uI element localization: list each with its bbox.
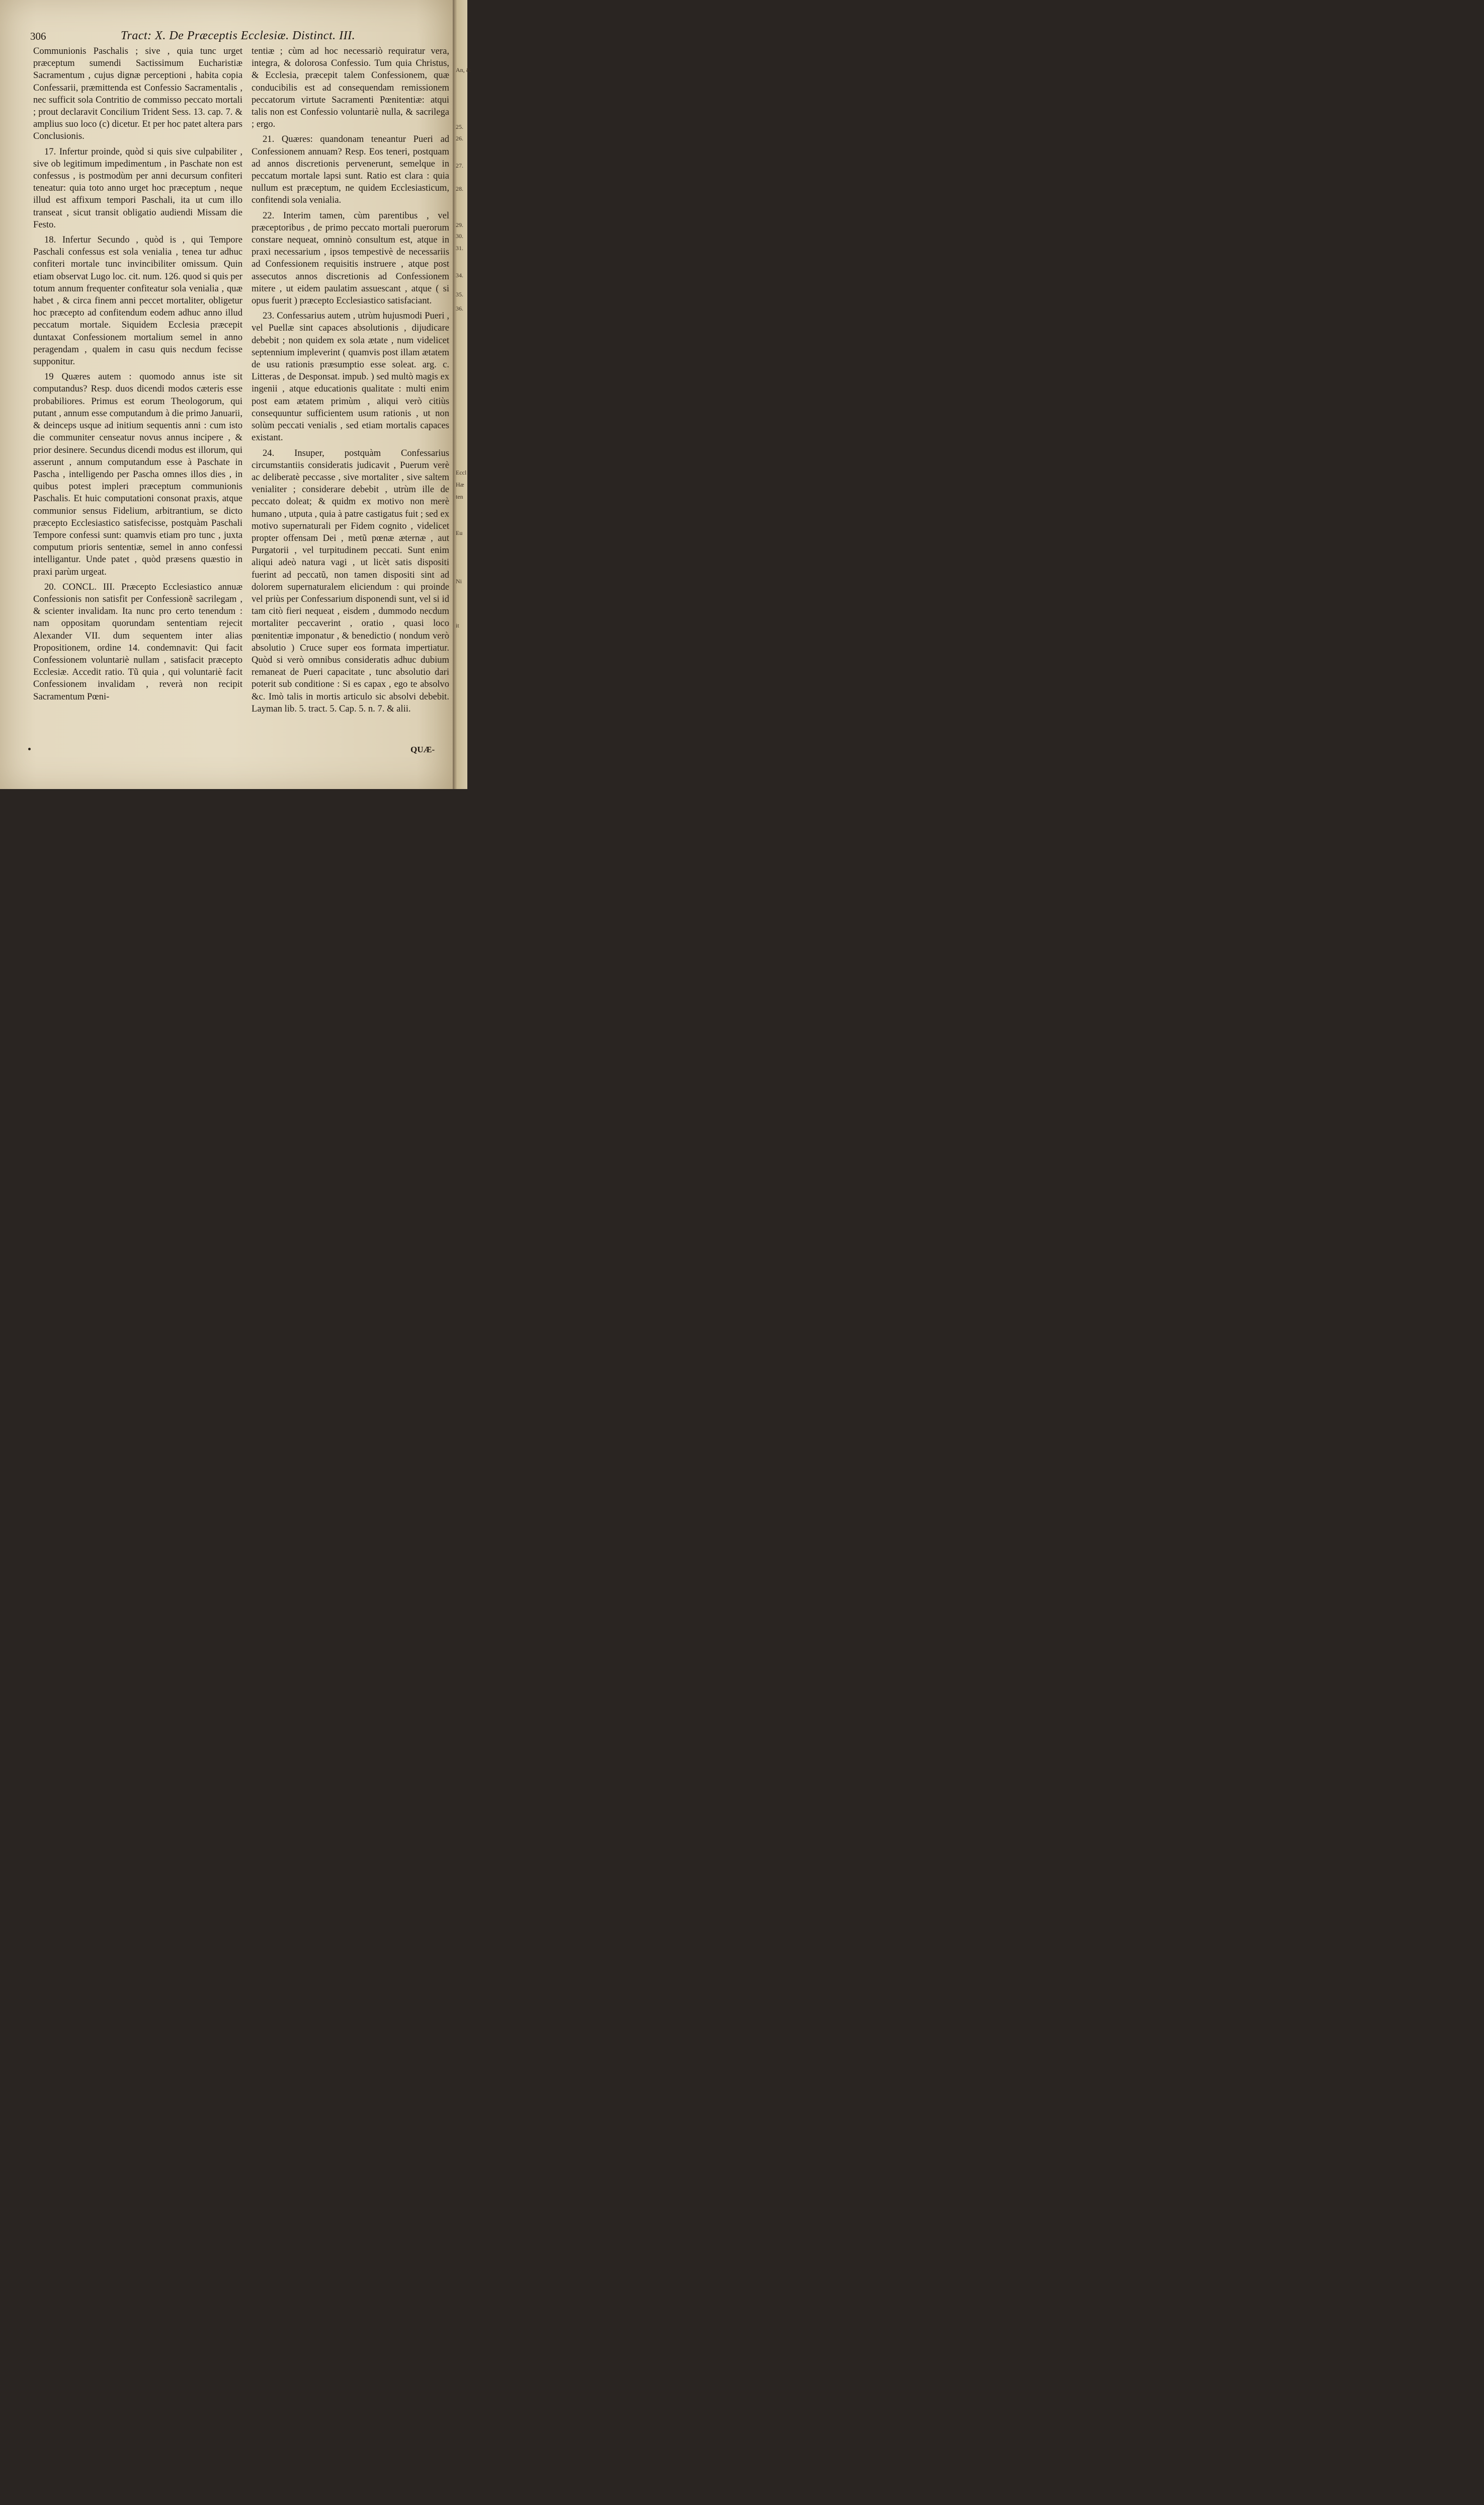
page-header [30,29,438,45]
margin-fragment: 30. [456,232,463,240]
left-column [33,45,242,706]
margin-fragment: Hæ [456,481,464,488]
margin-fragment: 29. [456,221,463,228]
margin-fragment: 36. [456,305,463,312]
margin-fragment: 31. [456,245,463,252]
paragraph: Communionis Paschalis ; sive , quia tunc urget præceptum sumendi Sactissimum Eucharistiæ Sacramentum , cujus dignæ perceptioni , habita copia Confessarii, præmittenda est Confessio Sacramentalis , nec sufficit sola Contritio de commisso peccato mortali ; prout declaravit Concilium Trident Sess. 13. cap. 7. & amplius suo loco (c) dicetur. Et per hoc patet altera pars Conclusionis. [33,46,242,142]
margin-fragment: 34. [456,272,463,279]
paragraph: 23. Confessarius autem , utrùm hujusmodi Pueri , vel Puellæ sint capaces absolutionis , dijudicare debebit ; non quidem ex sola ætate , num videlicet septennium impleverint ( quamvis post illam ætatem de usu rationis præsumptio esse soleat. arg. c. Litteras , de Desponsat. impub. ) sed multò magis ex ingenii , atque educationis qualitate : multi enim post eam ætatem primùm , aliqui verò citiùs consequuntur sufficientem usum rationis , ut non solùm peccati venialis , sed etiam mortalis capaces existant. [252,310,449,443]
right-column [252,45,449,718]
margin-fragment: it [456,622,459,629]
paragraph: 17. Infertur proinde, quòd si quis sive culpabiliter , sive ob legitimum impedimentum , in Paschate non est confessus , is postmodùm per anni decursum confiteri teneatur: quia toto anno urget hoc præceptum , neque illud est affixum tempori Paschali, ita ut cum illo transeat , sicut transit obligatio audiendi Missam die Festo. [33,146,242,230]
margin-fragment: 25. [456,123,463,130]
margin-fragment: 27. [456,162,463,169]
margin-fragment: 35. [456,291,463,298]
margin-fragment: An, & [456,66,471,73]
adjacent-page-edge [453,0,471,789]
book-page [0,0,453,789]
margin-fragment: ten [456,493,463,500]
running-head: Tract: X. De Præceptis Ecclesiæ. Distinct. III. [121,29,356,42]
margin-fragment: Eu [456,529,463,536]
page-number: 306 [30,30,46,42]
ink-dot [28,748,31,750]
paragraph: 21. Quæres: quandonam teneantur Pueri ad Confessionem annuam? Resp. Eos teneri, postquam ad annos discretionis pervenerunt, semelque in peccatum mortale lapsi sunt. Ratio est clara : quia nullum est præceptum, ne quidem Ecclesiasticum, confitendi sola venialia. [252,134,449,206]
paragraph: 19 Quæres autem : quomodo annus iste sit computandus? Resp. duos dicendi modos cæteris esse probabiliores. Primus est eorum Theologorum, qui putant , annum esse computandum à die primo Januarii, & deinceps usque ad initium sequentis anni : cum isto die communiter censeatur novus annus incipere , & prior desinere. Secundus dicendi modus est illorum, qui asserunt , annum computandum esse à Paschate in Pascha , intelligendo per Pascha omnes illos dies , in quibus potest impleri præceptum communionis Paschalis. Et huic computationi consonat praxis, atque communior sensus Fidelium, arbitrantium, se dicto præcepto Ecclesiastico satisfecisse, postquàm Paschali Tempore confessi sunt: quamvis etiam pro tunc , juxta computum prioris sententiæ, semel in anno confessi intelligantur. Unde patet , quòd præsens quæstio in praxi parùm urgeat. [33,371,242,577]
margin-fragment: 28. [456,185,463,192]
paragraph: 24. Insuper, postquàm Confessarius circumstantiis consideratis judicavit , Puerum verè ac deliberatè peccasse , sive mortaliter , sive saltem venialiter ; considerare debebit , utrùm ille de peccato doleat; & quidm ex motivo non merè humano , utputa , quia à patre castigatus fuit ; sed ex motivo supernaturali per Fidem cognito , videlicet propter offensam Dei , metũ pœnæ æternæ , aut Purgatorii , vel turpitudinem peccati. Sunt enim aliqui adeò natura vagi , ut licèt satis dispositi fuerint ad peccatũ, non tamen dispositi sint ad dolorem supernaturalem eliciendum : qui proinde vel priùs per Confessarium disponendi sunt, vel si id tam citò fieri nequeat , eisdem , dummodo necdum mortaliter peccaverint , oratio , quasi loco pœnitentiæ imponatur , & benedictio ( nondum verò absolutio ) Cruce super eos formata impertiatur. Quòd si verò omnibus consideratis adhuc dubium remaneat de Pueri capacitate , tunc absolutio dari poterit sub conditione : Si es capax , ego te absolvo &c. Imò talis in mortis articulo sic absolvi debebit. Layman lib. 5. tract. 5. Cap. 5. n. 7. & alii. [252,447,449,714]
margin-fragment: 26. [456,135,463,142]
margin-fragment: Ni [456,578,462,585]
catchword: QUÆ- [410,745,435,754]
paragraph: 18. Infertur Secundo , quòd is , qui Tempore Paschali confessus est sola venialia , tenea tur adhuc confiteri mortale tunc invincibiliter omissum. Quin etiam observat Lugo loc. cit. num. 126. quod si quis per totum annum frequenter confiteatur sola venialia , quæ habet , & circa finem anni peccet mortaliter, obligetur hoc præcepto ad confitendum eodem adhuc anno illud peccatum mortale. Siquidem Ecclesia præcepit duntaxat Confessionem mortalium semel in anno peragendam , qualem in casu quis necdum fecisse supponitur. [33,234,242,367]
paragraph: 22. Interim tamen, cùm parentibus , vel præceptoribus , de primo peccato mortali puerorum constare nequeat, omninò consultum est, atque in praxi necessarium , ipsos tempestivè de necessariis ad Confessionem requisitis instruere , atque post assecutos annos discretionis ad Confessionem mitere , ut eidem paulatim assuescant , atque ( si opus fuerit ) præcepto Ecclesiastico satisfaciant. [252,210,449,306]
paragraph: tentiæ ; cùm ad hoc necessariò requiratur vera, integra, & dolorosa Confessio. Tum quia Christus, & Ecclesia, præcepit talem Confessionem, quæ conducibilis est ad consequendam remissionem peccatorum virtute Sacramenti Pœnitentiæ: atqui talis non est Confessio voluntariè nulla, & sacrilega ; ergo. [252,46,449,130]
paragraph: 20. CONCL. III. Præcepto Ecclesiastico annuæ Confessionis non satisfit per Confessionẽ sacrilegam , & scienter invalidam. Ita nunc pro certo tenendum : nam oppositam quorundam sententiam rejecit Alexander VII. dum sequentem inter alias Propositionem, ordine 14. condemnavit: Qui facit Confessionem voluntariè nullam , satisfacit præcepto Ecclesiæ. Accedit ratio. Tũ quia , qui voluntariè facit Confessionem invalidam , reverà non recipit Sacramentum Pœni- [33,581,242,702]
margin-fragment: Eccl [456,469,467,476]
